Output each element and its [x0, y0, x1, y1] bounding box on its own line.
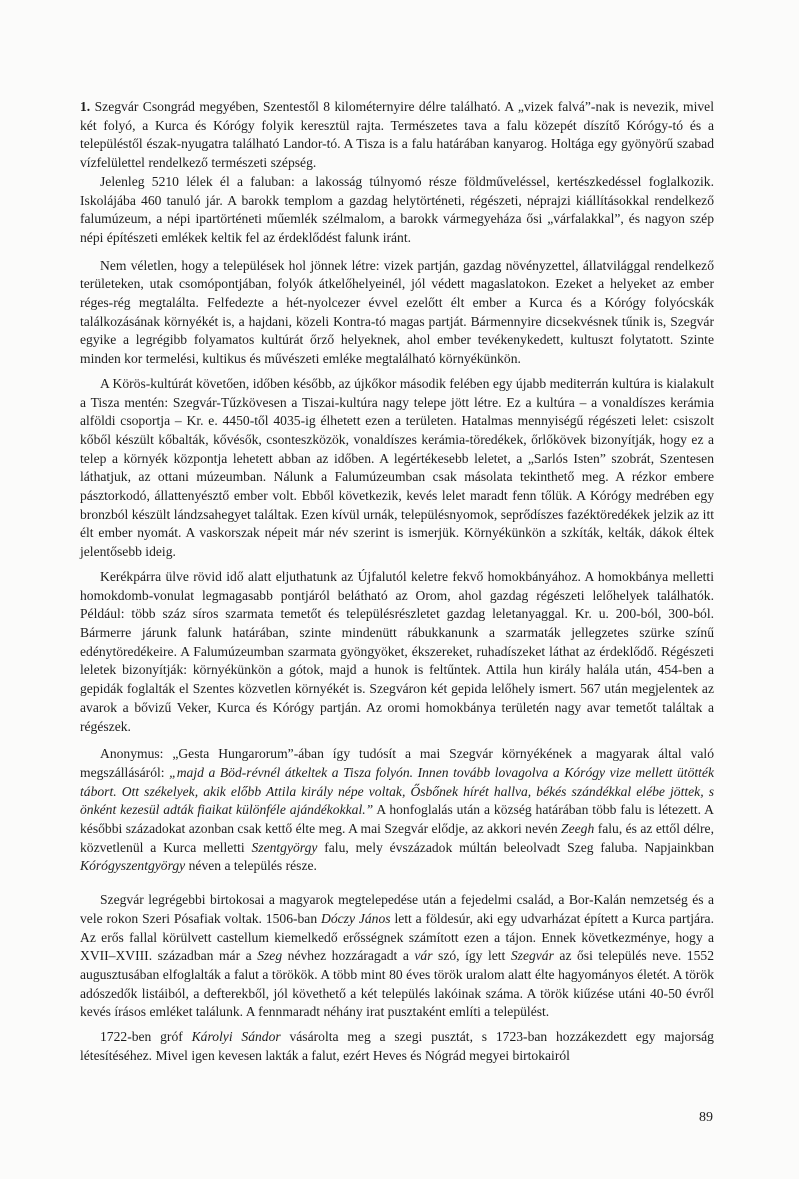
person-name: Dóczy János	[321, 910, 391, 926]
document-body	[80, 98, 714, 1065]
page-number: 89	[699, 1110, 713, 1125]
paragraph-text: az ősi település neve. 1552 augusztusában elfoglalták a falut a törökök. A több mint 80 éves török uralom alatt élte hagyományos életét. A török adószedők listáiból, a defterekből, jól követhető a két település lakóinak száma. A török kiűzése utáni 40-50 évről kevés írásos emléket találunk. A fennmaradt néhány irat pusztaként említi a települést.	[80, 948, 714, 1020]
place-name: Szegvár	[510, 948, 554, 964]
paragraph-text: lett a földesúr, aki egy udvarházat épített a Kurca partjára. Az erős fallal körülvett castellum kiemelkedő erősségnek számított ezen a tájon. Ennek következménye, hogy a XVII–XVIII. században már a	[80, 910, 714, 964]
paragraph-text: szó, így lett	[432, 948, 511, 964]
paragraph	[80, 1028, 714, 1065]
paragraph	[80, 568, 714, 736]
paragraph-text: Kerékpárra ülve rövid idő alatt eljuthatunk az Újfalutól keletre fekvő homokbányához. A homokbánya melletti homokdomb-vonulat legmagasabb pontjáról belátható az Orom, ahol gazdag régészeti lelőhelyek találhatók. Például: több száz síros szarmata temetőt és településrészletet gazdag leletanyaggal. Kr. u. 200-ból, 300-ból. Bármerre járunk falunk határában, szinte mindenütt rábukkanunk a szarmaták jellegzetes szürke színű edénytöredékeire. A Falumúzeumban szarmata gyöngyöket, ékszereket, ruhadíszeket láthat az érdeklődő. Régészeti leletek bizonyítják: környékünkön a gótok, majd a hunok is feltűntek. Attila hun király halála után, 454-ben a gepidák foglalták el Szentes közvetlen környékét is. Szegváron két gepida lelőhely ismert. 567 után megjelentek az avarok a bővizű Veker, Kurca és Kórógy partján. Az oromi homokbánya területén nagy avar temetőt találtak a régészek.	[80, 568, 714, 734]
paragraph-text: Szegvár legrégebbi birtokosai a magyarok megtelepedése után a fejedelmi család, a Bor-Kalán nemzetség és a vele rokon Szeri Pósafiak voltak. 1506-ban	[80, 892, 714, 926]
paragraph-text: A honfoglalás után a község határában több falu is létezett. A későbbi századokat azonban csak kettő élte meg. A mai Szegvár elődje, az akkori nevén	[80, 802, 714, 837]
place-name: Zeegh	[561, 821, 595, 837]
paragraph-text: Anonymus: „Gesta Hungarorum”-ában így tudósít a mai Szegvár környékének a magyarak által való megszállásáról:	[80, 746, 714, 780]
paragraph-text: névhez hozzáragadt a	[282, 948, 415, 964]
paragraph	[80, 375, 714, 562]
place-name: Szentgyörgy	[251, 839, 318, 855]
paragraph-text: 1722-ben gróf	[100, 1029, 192, 1045]
paragraph	[80, 173, 714, 248]
paragraph-text: vásárolta meg a szegi pusztát, s 1723-ban hozzákezdett egy majorság létesítéséhez. Mivel igen kevesen lakták a falut, ezért Heves és Nógrád megyei birtokairól	[80, 1029, 714, 1063]
paragraph-text: Nem véletlen, hogy a települések hol jönnek létre: vizek partján, gazdag növényzettel, állatvilággal rendelkező területeken, utak csomópontjában, folyók átkelőhelyeinél, jól védett magaslatokon. Ezeket a helyeket az ember réges-rég megtalálta. Felfedezte a hét-nyolcezer évvel ezelőtt élt ember a Kurca és a Kórógy folyócskák találkozásának környékét is, a hajdani, közeli Kontra-tó magas partját. Bármennyire dicsekvésnek tűnik is, Szegvár egyike a legrégibb folyamatos kultúrát őrző helyeknek, ahol ember tevékenykedett, kultuszt folytatott. Szinte minden kor termelési, kultikus és művészeti emléke megtalálható környékünkön.	[80, 257, 714, 367]
place-name: Kórógyszentgyörgy	[80, 858, 186, 874]
section-number: 1.	[80, 99, 91, 114]
paragraph	[80, 891, 714, 1022]
paragraph-text: falu, és az ettől délre, közvetlenül a Kurca melletti	[80, 821, 714, 855]
paragraph-text: Szegvár Csongrád megyében, Szentestől 8 kilométernyire délre található. A „vizek falvá”-nak is nevezik, mivel két folyó, a Kurca és Kórógy folyik keresztül rajta. Természetes tava a falu közepét díszítő Kórógy-tó és a településtől észak-nyugatra található Landor-tó. A Tisza is a falu határában kanyarog. Holtága egy gyönyörű szabad vízfelülettel rendelkező természeti szépség.	[80, 99, 714, 171]
paragraph-text: A Körös-kultúrát követően, időben később, az újkőkor második felében egy újabb mediterrán kultúra is kialakult a Tisza mentén: Szegvár-Tűzkövesen a Tiszai-kultúra nagy telepe jött létre. Ez a kultúra – a vonaldíszes kerámia alföldi csoportja – Kr. e. 4450-től 4035-ig élhetett ezen a területen. Hatalmas mennyiségű régészeti lelet: csiszolt kőből készült kőbalták, kővésők, csonteszközök, vonaldíszes kerámia-töredékek, őrlőkövek bizonyítják, hogy ez a telep a környék központja lehetett abban az időben. A legértékesebb leletet, a „Sarlós Isten” szobrát, Szentesen láthatjuk, az ottani múzeumban. Nálunk a Falumúzeumban csak másolata tekinthető meg. A rézkor embere pásztorkodó, állattenyésztő ember volt. Ebből következik, kevés lelet maradt fenn tőlük. A Kórógy medrében egy bronzból készült lándzsahegyet találtak. Ezen kívül urnák, településnyomok, seprődíszes fazéktöredékek jelzik az itt élt ember nyomát. A vaskorszak népeit már név szerint is ismerjük. Környékünkön a szkíták, kelták, dákok éltek jelentősebb ideig.	[80, 375, 714, 560]
paragraph-text: néven a település része.	[185, 858, 317, 874]
paragraph	[80, 257, 714, 369]
word-emphasis: vár	[414, 948, 433, 964]
place-name: Szeg	[257, 948, 283, 964]
paragraph	[80, 745, 714, 876]
paragraph	[80, 98, 714, 173]
paragraph-text: Jelenleg 5210 lélek él a faluban: a lakosság túlnyomó része földműveléssel, kertészkedéssel foglalkozik. Iskolájába 460 tanuló jár. A barokk templom a gazdag helytörténeti, régészeti, néprajzi kiállításokkal rendelkező falumúzeum, a népi ipartörténeti műemlék szélmalom, a barokk vármegyeháza ősi „várfalakkal”, és nagyon szép népi építészeti emlékek keltik fel az érdeklődést falunk iránt.	[80, 173, 714, 245]
quotation: „majd a Böd-révnél átkeltek a Tisza folyón. Innen tovább lovagolva a Kórógy vize mellett ütötték tábort. Ott székelyek, akik előbb Attila király népe voltak, Ősbőnek hírét hallva, békés szándékkal elébe jöttek, s önként kezesül adták fiaikat különféle ajándékokkal.”	[80, 764, 714, 818]
person-name: Károlyi Sándor	[191, 1029, 281, 1045]
paragraph-text: falu, mely évszázadok múltán beleolvadt Szeg faluba. Napjainkban	[317, 839, 714, 855]
